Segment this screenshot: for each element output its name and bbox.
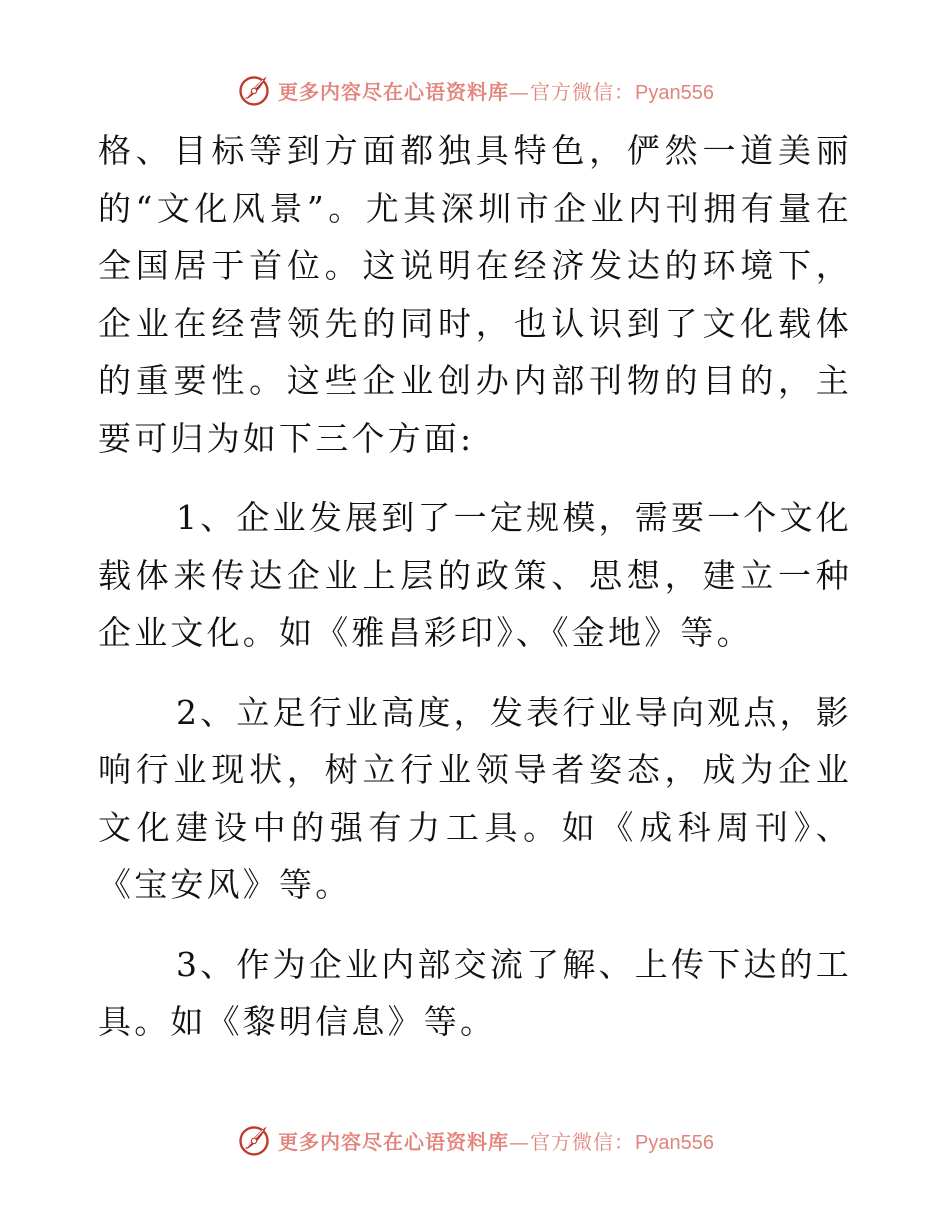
paragraph-point-2: 2、立足行业高度，发表行业导向观点，影响行业现状，树立行业领导者姿态，成为企业文化建设中的强有力工具。如《成科周刊》、《宝安风》等。	[98, 692, 852, 904]
footer-handle: Pyan556	[635, 1131, 714, 1154]
header-banner-content	[236, 72, 714, 108]
header-handle: Pyan556	[635, 81, 714, 104]
header-official-text: 官方微信：	[530, 79, 636, 104]
header-brand-text: 更多内容尽在心语资料库	[278, 79, 510, 104]
footer-official-text: 官方微信：	[530, 1129, 636, 1154]
footer-banner-content	[236, 1122, 714, 1158]
header-separator: —	[509, 79, 531, 104]
header-banner-text	[278, 76, 714, 105]
paragraph-point-3: 3、作为企业内部交流了解、上传下达的工具。如《黎明信息》等。	[98, 944, 852, 1041]
paragraph-point-1: 1、企业发展到了一定规模，需要一个文化载体来传达企业上层的政策、思想，建立一种企业文化。如《雅昌彩印》、《金地》等。	[98, 498, 852, 652]
footer-separator: —	[509, 1129, 531, 1154]
footer-banner	[0, 1118, 950, 1162]
header-banner	[0, 68, 950, 112]
document-body	[98, 122, 852, 1051]
quill-pen-circle-icon	[236, 72, 272, 108]
paragraph-intro: 格、目标等到方面都独具特色，俨然一道美丽的“文化风景”。尤其深圳市企业内刊拥有量在全国居于首位。这说明在经济发达的环境下，企业在经营领先的同时，也认识到了文化载体的重要性。这些企业创办内部刊物的目的，主要可归为如下三个方面:	[98, 131, 852, 458]
footer-banner-text	[278, 1126, 714, 1155]
quill-pen-circle-icon	[236, 1122, 272, 1158]
footer-brand-text: 更多内容尽在心语资料库	[278, 1129, 510, 1154]
